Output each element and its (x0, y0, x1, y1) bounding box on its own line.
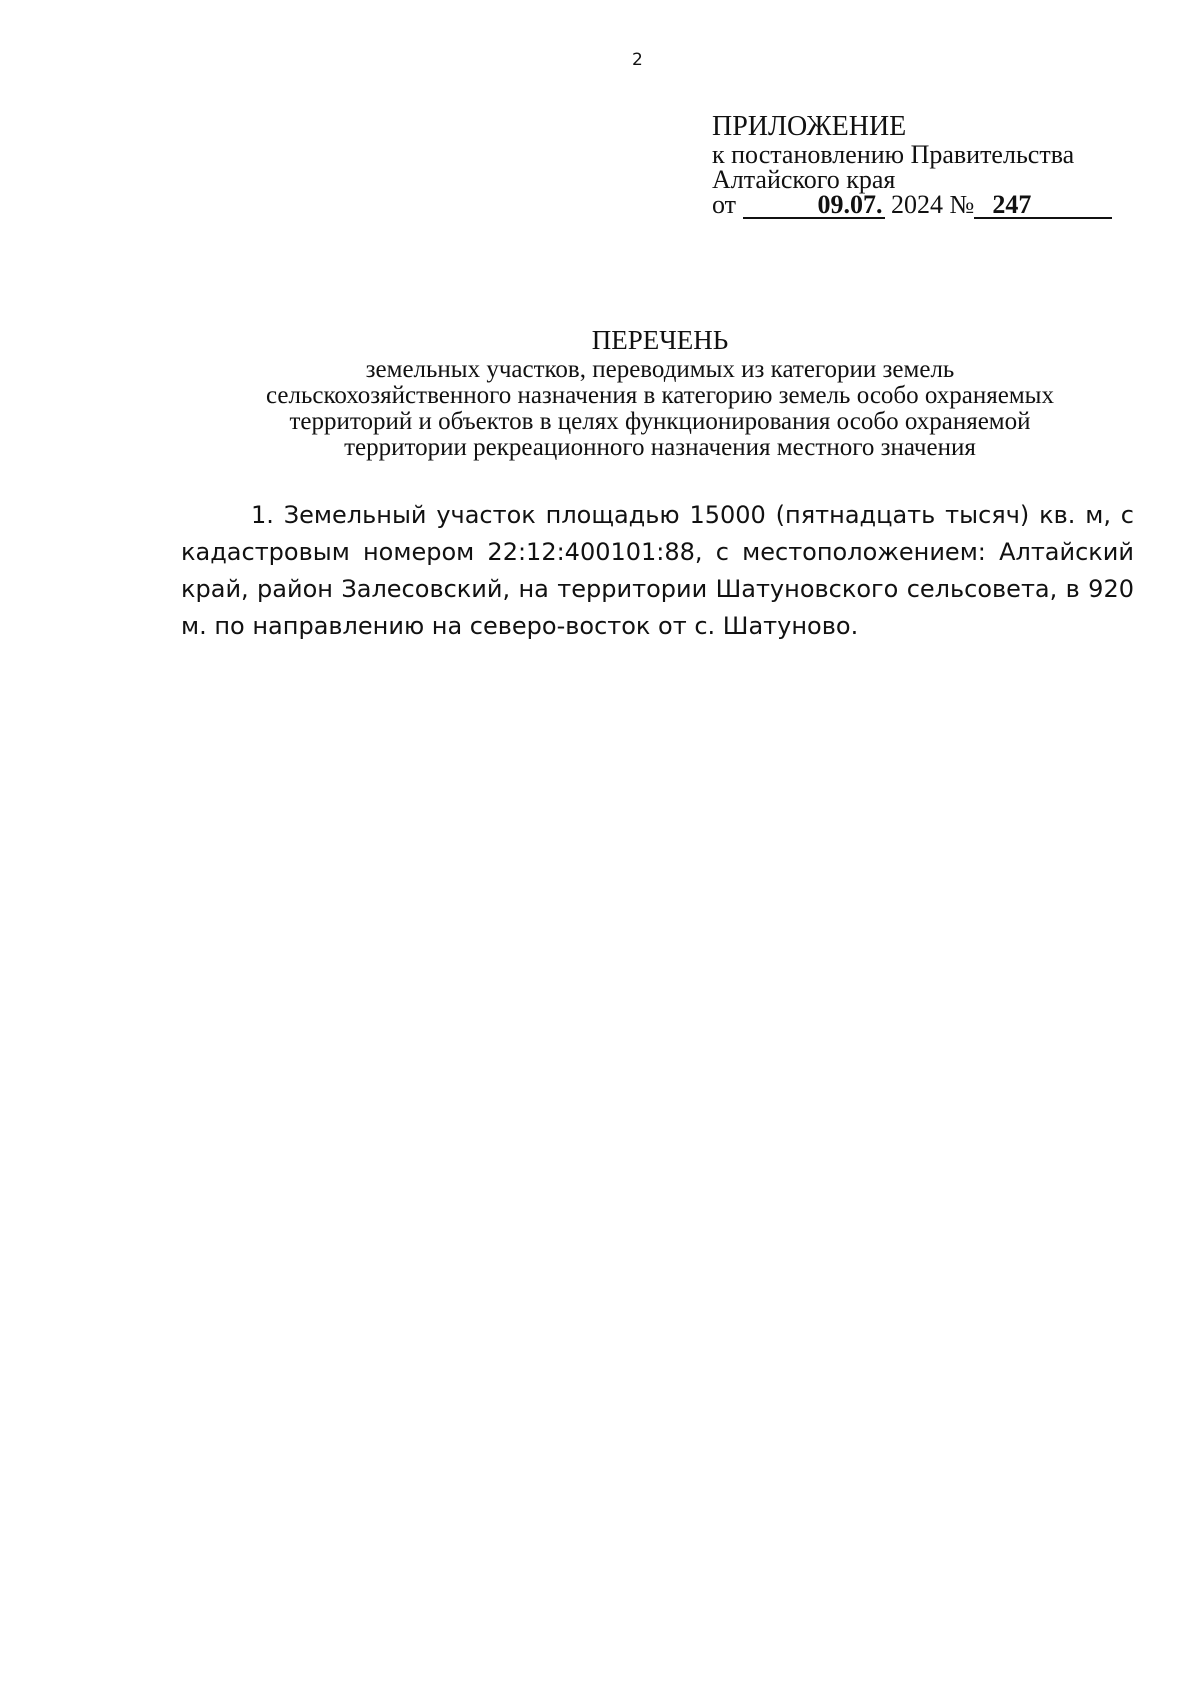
list-heading (180, 325, 1140, 461)
heading-title: ПЕРЕЧЕНЬ (591, 325, 729, 355)
appendix-line-1: к постановлению Правительства (712, 140, 1075, 169)
heading-line-4: территории рекреационного назначения местного значения (344, 434, 976, 461)
document-number: 247 (974, 193, 1112, 219)
list-item-1: 1. Земельный участок площадью 15000 (пятнадцать тысяч) кв. м, с кадастровым номером 22:12:400101:88, с местоположением: Алтайский край, район Залесовский, на территории Шатуновского сельсовета, в 920 м. по направлению на северо-восток от с. Шатуново. (181, 501, 1134, 640)
page-number: 2 (632, 50, 643, 70)
date-value: 09.07. (743, 193, 885, 219)
appendix-title: ПРИЛОЖЕНИЕ (712, 111, 907, 142)
number-sign: № (949, 190, 975, 219)
appendix-line-2: Алтайского края (712, 165, 896, 194)
appendix-date-line (712, 192, 1112, 219)
heading-line-2: сельскохозяйственного назначения в категорию земель особо охраняемых (266, 382, 1054, 409)
appendix-block (712, 112, 1112, 219)
heading-line-3: территорий и объектов в целях функционирования особо охраняемой (289, 408, 1031, 435)
heading-line-1: земельных участков, переводимых из категории земель (365, 356, 955, 383)
year: 2024 (891, 190, 944, 219)
date-prefix: от (712, 190, 737, 219)
